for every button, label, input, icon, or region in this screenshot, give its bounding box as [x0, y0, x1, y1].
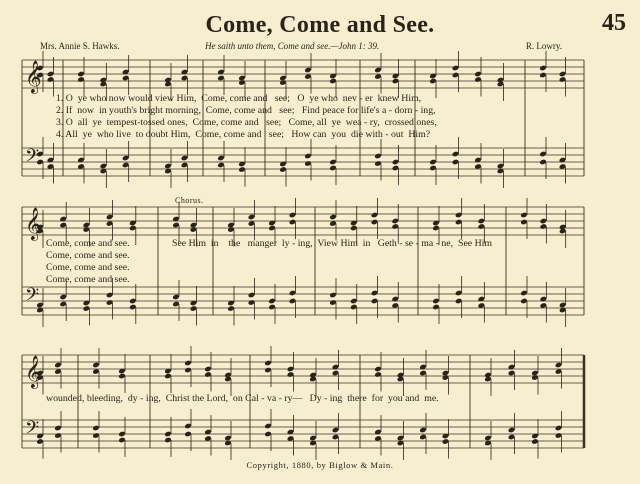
bass-clef: 𝄢	[25, 418, 40, 443]
bass-clef: 𝄢	[25, 285, 40, 310]
bass-clef: 𝄢	[25, 146, 40, 171]
refrain-line-2: Come, come and see.	[46, 250, 130, 261]
copyright-notice: Copyright, 1880, by Biglow & Main.	[246, 460, 394, 470]
treble-clef: 𝄞	[25, 355, 42, 388]
chorus-label: Chorus.	[175, 196, 204, 205]
verse-line-3: 3. O all ye tempest-tossed ones, Come, come and see; Come, all ye wea - ry, crossed ones,	[56, 117, 437, 128]
author-credit: Mrs. Annie S. Hawks.	[40, 41, 120, 51]
chorus-line-2: wounded, bleeding, dy - ing, Christ the Lord, on Cal - va - ry— Dy - ing there for you and me.	[46, 393, 439, 404]
composer-credit: R. Lowry.	[525, 41, 562, 51]
refrain-line-4: Come, come and see.	[46, 274, 130, 285]
refrain-line-3: Come, come and see.	[46, 262, 130, 273]
hymn-title: Come, Come and See.	[205, 12, 435, 38]
refrain-line-1: Come, come and see.	[46, 238, 130, 249]
verse-line-1: 1. O ye who now would view Him, Come, come and see; O ye who nev - er knew Him,	[56, 93, 422, 104]
verse-line-2: 2. If now in youth's bright morning, Come, come and see; Find peace for life's a - dorn - ing,	[56, 105, 436, 116]
scripture-reference: He saith unto them, Come and see.—John 1: 39.	[205, 41, 380, 51]
treble-clef: 𝄞	[25, 207, 42, 240]
treble-clef: 𝄞	[25, 60, 42, 93]
page-number: 45	[602, 10, 626, 36]
clefs	[25, 60, 42, 443]
verse-line-4: 4. All ye who live to doubt Him, Come, come and see; How can you die with - out Him?	[56, 129, 431, 140]
chorus-line-1: See Him in the manger ly - ing, View Him in Geth - se - ma - ne, See Him	[172, 238, 493, 249]
